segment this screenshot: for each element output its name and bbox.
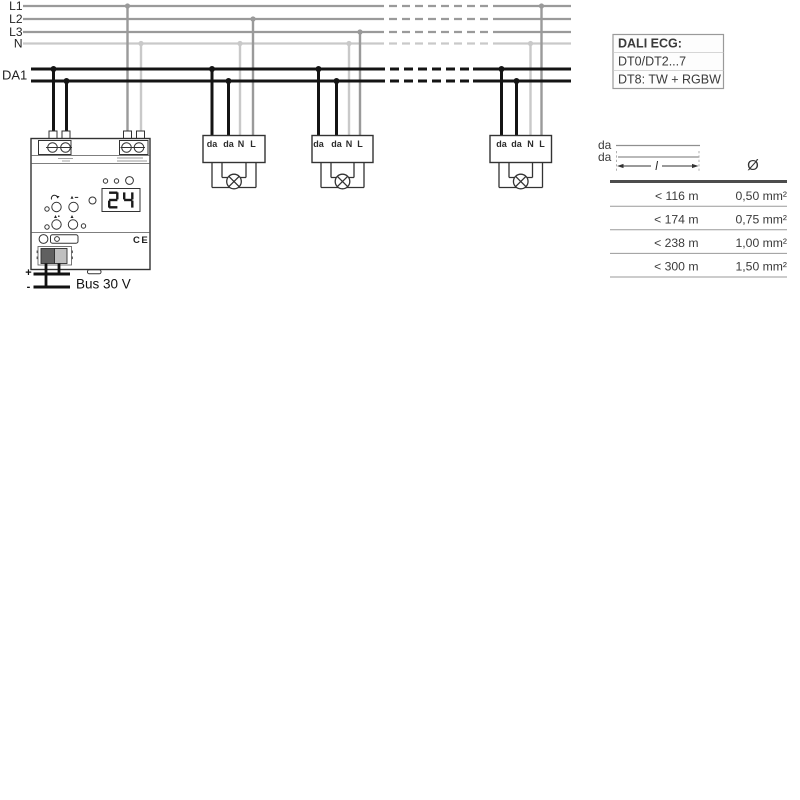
cable-length-legend bbox=[598, 138, 759, 174]
table-length-cell: < 300 m bbox=[654, 259, 699, 274]
ecg-terminal-da1: da bbox=[496, 139, 507, 149]
junction-dot bbox=[316, 66, 322, 72]
table-size-cell: 0,75 mm² bbox=[735, 212, 787, 227]
mains-label-l2: L2 bbox=[9, 12, 23, 26]
ecg-terminal-l: L bbox=[250, 139, 256, 149]
connector-clip bbox=[72, 251, 73, 254]
table-length-cell: < 174 m bbox=[654, 212, 699, 227]
ecg-terminal-da2: da bbox=[331, 139, 342, 149]
dot-icon bbox=[58, 215, 60, 217]
junction-dot bbox=[250, 16, 255, 21]
junction-dot bbox=[514, 78, 520, 84]
display-segment bbox=[109, 206, 117, 208]
ecg-terminal-da1: da bbox=[206, 139, 218, 149]
bus-voltage-label: Bus 30 V bbox=[76, 276, 131, 292]
ecg-terminal-l: L bbox=[357, 139, 363, 149]
mains-drops bbox=[128, 6, 542, 141]
display-segment bbox=[131, 201, 133, 208]
dali-bus-label: DA1 bbox=[2, 67, 28, 83]
ecg-terminal-da2: da bbox=[511, 139, 522, 149]
din-rail-clip bbox=[88, 270, 102, 274]
ecg-terminal-da2: da bbox=[223, 139, 234, 149]
junction-dot bbox=[237, 41, 242, 46]
ecg-terminal-da1: da bbox=[313, 139, 324, 149]
table-size-cell: 0,50 mm² bbox=[735, 188, 787, 203]
bus-connector-dark-half bbox=[41, 249, 55, 264]
connector-clip bbox=[37, 251, 38, 254]
info-box bbox=[613, 35, 724, 89]
wire-entry-tab bbox=[137, 131, 145, 139]
connector-clip bbox=[37, 257, 38, 260]
junction-dot bbox=[138, 41, 143, 46]
junction-dot bbox=[64, 78, 70, 84]
legend-da-label: da bbox=[598, 138, 612, 152]
wire-entry-tab bbox=[62, 131, 70, 139]
mains-lines bbox=[9, 0, 571, 51]
junction-dot bbox=[125, 3, 130, 8]
length-symbol: l bbox=[655, 161, 658, 173]
bus-connector-light-half bbox=[55, 249, 68, 264]
display-segment bbox=[116, 192, 118, 199]
cable-table bbox=[610, 182, 787, 278]
plus-label: + bbox=[25, 267, 32, 279]
ecg-terminal-n: N bbox=[345, 139, 353, 149]
diameter-symbol: Ø bbox=[747, 157, 759, 174]
ecg-unit-2 bbox=[312, 136, 373, 189]
junction-dot bbox=[539, 3, 544, 8]
minus-label: - bbox=[26, 281, 31, 293]
knx-dali-gateway bbox=[31, 131, 150, 274]
table-length-cell: < 238 m bbox=[654, 235, 699, 250]
info-box-line: DT8: TW + RGBW bbox=[618, 72, 721, 87]
mains-label-l3: L3 bbox=[9, 25, 23, 39]
ecg-terminal-l: L bbox=[539, 139, 545, 149]
junction-dot bbox=[226, 78, 232, 84]
wire-entry-tab bbox=[49, 131, 57, 139]
junction-dot bbox=[51, 66, 57, 72]
measure-arrow-left-head bbox=[617, 164, 624, 168]
info-box-title: DALI ECG: bbox=[618, 36, 682, 51]
ecg-terminal-n: N bbox=[237, 139, 245, 149]
legend-da-label: da bbox=[598, 150, 612, 164]
junction-dot bbox=[528, 41, 533, 46]
table-size-cell: 1,50 mm² bbox=[735, 259, 787, 274]
dali-bus bbox=[2, 68, 571, 142]
junction-dot bbox=[499, 66, 505, 72]
connector-clip bbox=[72, 257, 73, 260]
table-length-cell: < 116 m bbox=[655, 188, 699, 203]
display-segment bbox=[131, 192, 133, 199]
junction-dot bbox=[357, 29, 362, 34]
ecg-unit-1 bbox=[203, 136, 265, 189]
ecg-unit-3 bbox=[490, 136, 552, 189]
junction-dot bbox=[334, 78, 340, 84]
ecg-terminal-n: N bbox=[527, 139, 534, 149]
mains-label-l1: L1 bbox=[9, 0, 23, 13]
info-box-line: DT0/DT2...7 bbox=[618, 54, 687, 69]
mains-label-n: N bbox=[13, 36, 23, 51]
measure-arrow-right-head bbox=[692, 164, 699, 168]
display-segment bbox=[123, 192, 125, 199]
junction-dot bbox=[209, 66, 215, 72]
ce-mark: CE bbox=[133, 235, 150, 246]
junction-dot bbox=[346, 41, 351, 46]
table-size-cell: 1,00 mm² bbox=[735, 235, 787, 250]
wire-entry-tab bbox=[124, 131, 132, 139]
